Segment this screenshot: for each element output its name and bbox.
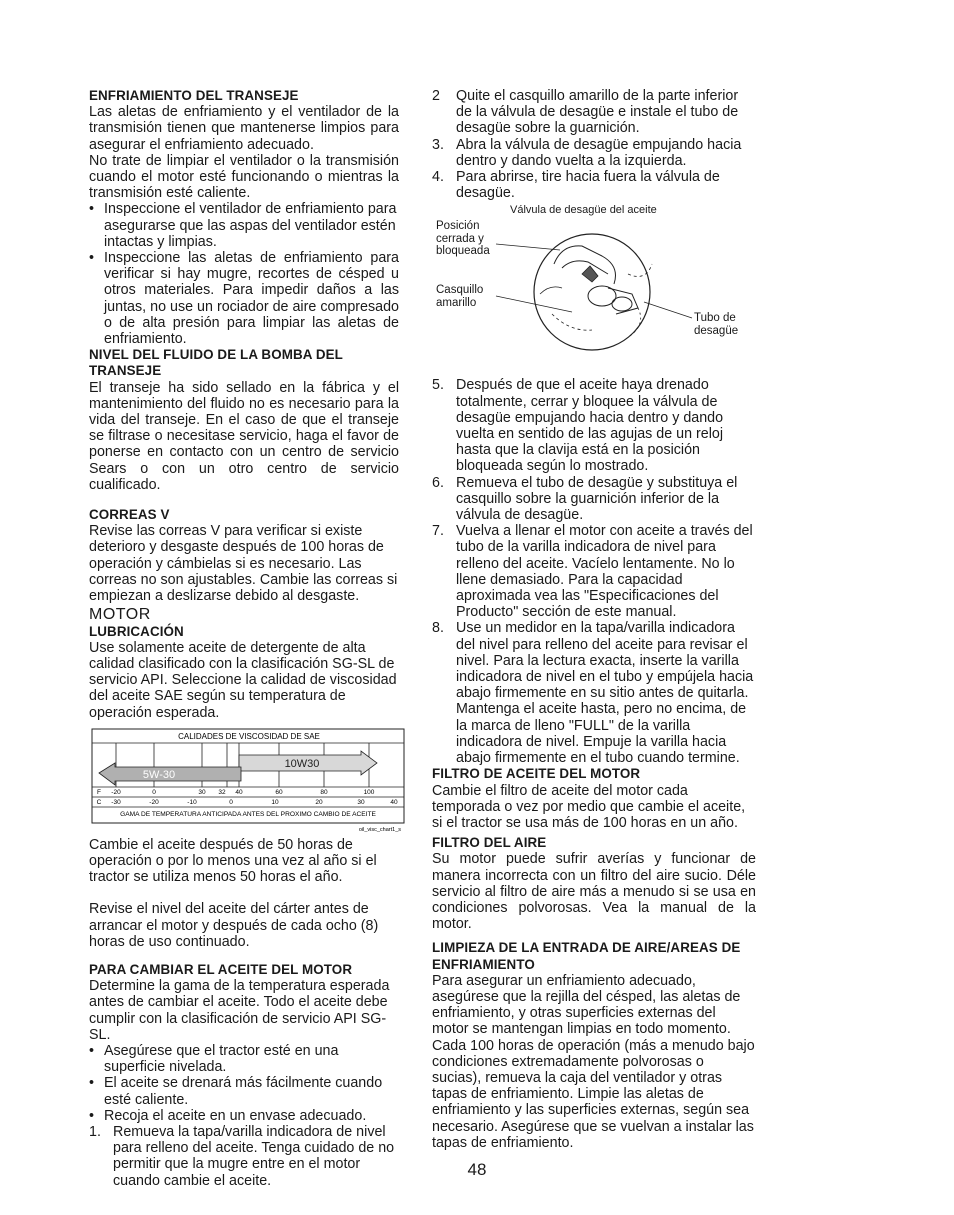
viscosity-chart: [89, 725, 405, 835]
step-text: Abra la válvula de desagüe empujando hacia dentro y dando vuelta a la izquierda.: [456, 136, 742, 169]
label-casquillo-amarillo: Casquillo amarillo: [436, 284, 484, 309]
c-tick: 30: [357, 798, 365, 806]
numbered-list: [432, 377, 756, 766]
figure-title: Válvula de desagüe del aceite: [510, 204, 657, 217]
drain-valve-figure: [432, 204, 756, 369]
left-column: [89, 88, 399, 1189]
f-tick: 40: [235, 788, 243, 796]
label-tubo-desague: Tubo de desagüe: [694, 312, 739, 337]
paragraph: Revise el nivel del aceite del cárter antes de arrancar el motor y después de cada ocho (8) horas de uso continuado.: [89, 901, 379, 950]
f-tick: 60: [275, 788, 283, 796]
step-text: Después de que el aceite haya drenado totalmente, cerrar y bloquee la válvula de desagüe empujando hacia dentro y dando vuelta en sentido de las agujas de un reloj hasta que la clavija está en la posición bloqueada según lo mostrado.: [456, 377, 724, 475]
step-text: Para abrirse, tire hacia fuera la válvula de desagüe.: [456, 169, 720, 202]
list-item: • Recoja el aceite en un envase adecuado.: [89, 1108, 399, 1124]
heading-nivel-fluido: NIVEL DEL FLUIDO DE LA BOMBA DEL TRANSEJE: [89, 347, 343, 379]
label-posicion-cerrada: Posición cerrada y bloqueada: [436, 220, 490, 258]
f-tick: 0: [152, 788, 156, 796]
step-number: 2: [432, 88, 440, 104]
list-item: • El aceite se drenará más fácilmente cuando esté caliente.: [89, 1075, 399, 1107]
step-text: Remueva la tapa/varilla indicadora de nivel para relleno del aceite. Tenga cuidado de no permitir que la mugre entre en el motor cuando cambie el aceite.: [113, 1123, 395, 1189]
page-number: 48: [467, 1160, 487, 1179]
paragraph: El transeje ha sido sellado en la fábrica y el mantenimiento del fluido no es necesario para la vida del transeje. En el caso de que el transeje se filtrase o necesitase servicio, haga el favor de ponerse en contacto con un centro de servicio Sears o con un otro centro de servicio cualificado.: [89, 379, 399, 493]
paragraph: Use solamente aceite de detergente de alta calidad clasificado con la clasificación SG-SL de servicio API. Seleccione la calidad de viscosidad del aceite SAE según su temperatura de operación esperada.: [89, 639, 397, 721]
f-tick: 80: [320, 788, 328, 796]
bullet-list: [89, 1043, 399, 1124]
list-item: [432, 523, 756, 620]
step-text: Vuelva a llenar el motor con aceite a través del tubo de la varilla indicadora de nivel para relleno del aceite. Vacíelo lentamente. No lo llene demasiado. Para la capacidad aproximada vea las "Especificaciones del Producto" sección de este manual.: [456, 523, 753, 621]
c-tick: -30: [111, 798, 121, 806]
c-tick: -20: [149, 798, 159, 806]
step-text: Quite el casquillo amarillo de la parte inferior de la válvula de desagüe e instale el tubo de desagüe sobre la guarnición.: [456, 88, 739, 137]
list-item: • Inspeccione las aletas de enfriamiento para verificar si hay mugre, recortes de césped u otros materiales. Para impedir daños a las juntas, no use un rociador de aire compresado o de alta presión para limpiar las aletas de enfriamiento.: [89, 250, 399, 347]
paragraph: Determine la gama de la temperatura esperada antes de cambiar el aceite. Todo el aceite debe cumplir con la clasificación de servicio API SG-SL.: [89, 978, 390, 1043]
right-column: [432, 88, 756, 1151]
step-number: 1.: [89, 1123, 101, 1140]
chart-footer: GAMA DE TEMPERATURA ANTICIPADA ANTES DEL PROXIMO CAMBIO DE ACEITE: [120, 810, 376, 818]
step-number: 7.: [432, 523, 444, 540]
list-item: [432, 88, 756, 137]
f-scale: [97, 789, 375, 796]
f-tick: 32: [218, 788, 226, 796]
paragraph: Revise las correas V para verificar si existe deterioro y desgaste después de 100 horas de operación y cámbielas si es necesario. Las correas no son ajustables. Cambie las correas si empiezan a deslizarse debido al desgaste.: [89, 523, 398, 605]
label-5w30: 5W-30: [142, 768, 176, 781]
step-number: 6.: [432, 474, 444, 491]
list-item: [432, 620, 756, 766]
c-scale: [97, 799, 398, 806]
heading-filtro-aceite: FILTRO DE ACEITE DEL MOTOR: [432, 766, 641, 782]
paragraph: Cambie el aceite después de 50 horas de operación o por lo menos una vez al año si el tractor se utiliza menos 50 horas el año.: [89, 836, 377, 886]
step-number: 8.: [432, 620, 444, 637]
list-item: [432, 169, 756, 201]
paragraph: Las aletas de enfriamiento y el ventilador de la transmisión tienen que mantenerse limpios para asegurar el enfriamiento adecuado.: [89, 104, 399, 153]
list-item: [432, 475, 756, 524]
list-item: • Asegúrese que el tractor esté en una superficie nivelada.: [89, 1043, 399, 1075]
list-item: [432, 377, 756, 474]
chart-title: CALIDADES DE VISCOSIDAD DE SAE: [178, 731, 320, 741]
step-text: Use un medidor en la tapa/varilla indicadora del nivel para relleno del aceite para revisar el nivel. Para la lectura exacta, inserte la varilla indicadora de nivel en el tubo y empújela hacia abajo firmemente en su sitio antes de quitarla. Mantenga el aceite hasta, pero no encima, de la marca de lleno "FULL" de la varilla indicadora de nivel. Empuje la varilla hacia abajo firmemente en el tubo cuando termine.: [456, 620, 754, 767]
f-tick: 30: [198, 788, 206, 796]
numbered-list: [432, 88, 756, 201]
c-tick: 20: [315, 798, 323, 806]
c-tick: 10: [271, 798, 279, 806]
heading-correas-v: CORREAS V: [89, 507, 170, 523]
heading-cambiar-aceite: PARA CAMBIAR EL ACEITE DEL MOTOR: [89, 961, 353, 977]
step-number: 4.: [432, 169, 444, 186]
c-tick: 0: [229, 798, 233, 806]
list-item: [432, 137, 756, 169]
f-tick: 100: [363, 788, 375, 796]
heading-enfriamiento-transeje: ENFRIAMIENTO DEL TRANSEJE: [89, 88, 299, 103]
paragraph: Su motor puede sufrir averías y funcionar de manera incorrecta con un filtro del aire sucio. Déle servicio al filtro de aire más a menudo si se usa en condiciones polvorosas. Vea la manual de la motor.: [432, 851, 756, 933]
chart-code: oil_visc_chart1_s: [358, 826, 401, 833]
heading-motor: MOTOR: [89, 606, 151, 624]
label-10w30: 10W30: [284, 757, 320, 770]
paragraph: Cambie el filtro de aceite del motor cada temporada o vez por medio que cambie el aceite, si el tractor se usa más de 100 horas en un año.: [432, 782, 746, 831]
step-text: Remueva el tubo de desagüe y substituya el casquillo sobre la guarnición inferior de la válvula de desagüe.: [456, 474, 738, 524]
bullet-list: [89, 201, 399, 347]
c-label: C: [96, 798, 102, 806]
step-number: 3.: [432, 136, 444, 153]
heading-lubricacion: LUBRICACIÓN: [89, 623, 184, 639]
drain-valve-drawing: [432, 204, 756, 369]
heading-limpieza-entrada: LIMPIEZA DE LA ENTRADA DE AIRE/AREAS DE ENFRIAMIENTO: [432, 940, 741, 972]
list-item: • Inspeccione el ventilador de enfriamiento para asegurarse que las aspas del ventilador estén intactas y limpias.: [89, 201, 399, 250]
heading-filtro-aire: FILTRO DEL AIRE: [432, 835, 547, 851]
c-tick: -10: [187, 798, 197, 806]
step-number: 5.: [432, 377, 444, 394]
viscosity-chart-graphic: [89, 725, 405, 835]
f-tick: -20: [111, 788, 121, 796]
paragraph: Para asegurar un enfriamiento adecuado, asegúrese que la rejilla del césped, las aletas de enfriamiento, y otras superficies externas del motor se mantengan limpias en todo momento. Cada 100 horas de operación (más a menudo bajo condiciones extremadamente polvorosas o sucias), remueva la caja del ventilador y otras tapas de enfriamiento. Limpie las aletas de enfriamiento y las superficies externas, según sea necesario. Asegúrese que se vuelvan a instalar las tapas de enfriamiento.: [432, 972, 755, 1151]
paragraph: No trate de limpiar el ventilador o la transmisión cuando el motor esté funcionando o mientras la transmisión esté caliente.: [89, 152, 399, 202]
c-tick: 40: [390, 798, 398, 806]
f-label: F: [97, 788, 101, 796]
